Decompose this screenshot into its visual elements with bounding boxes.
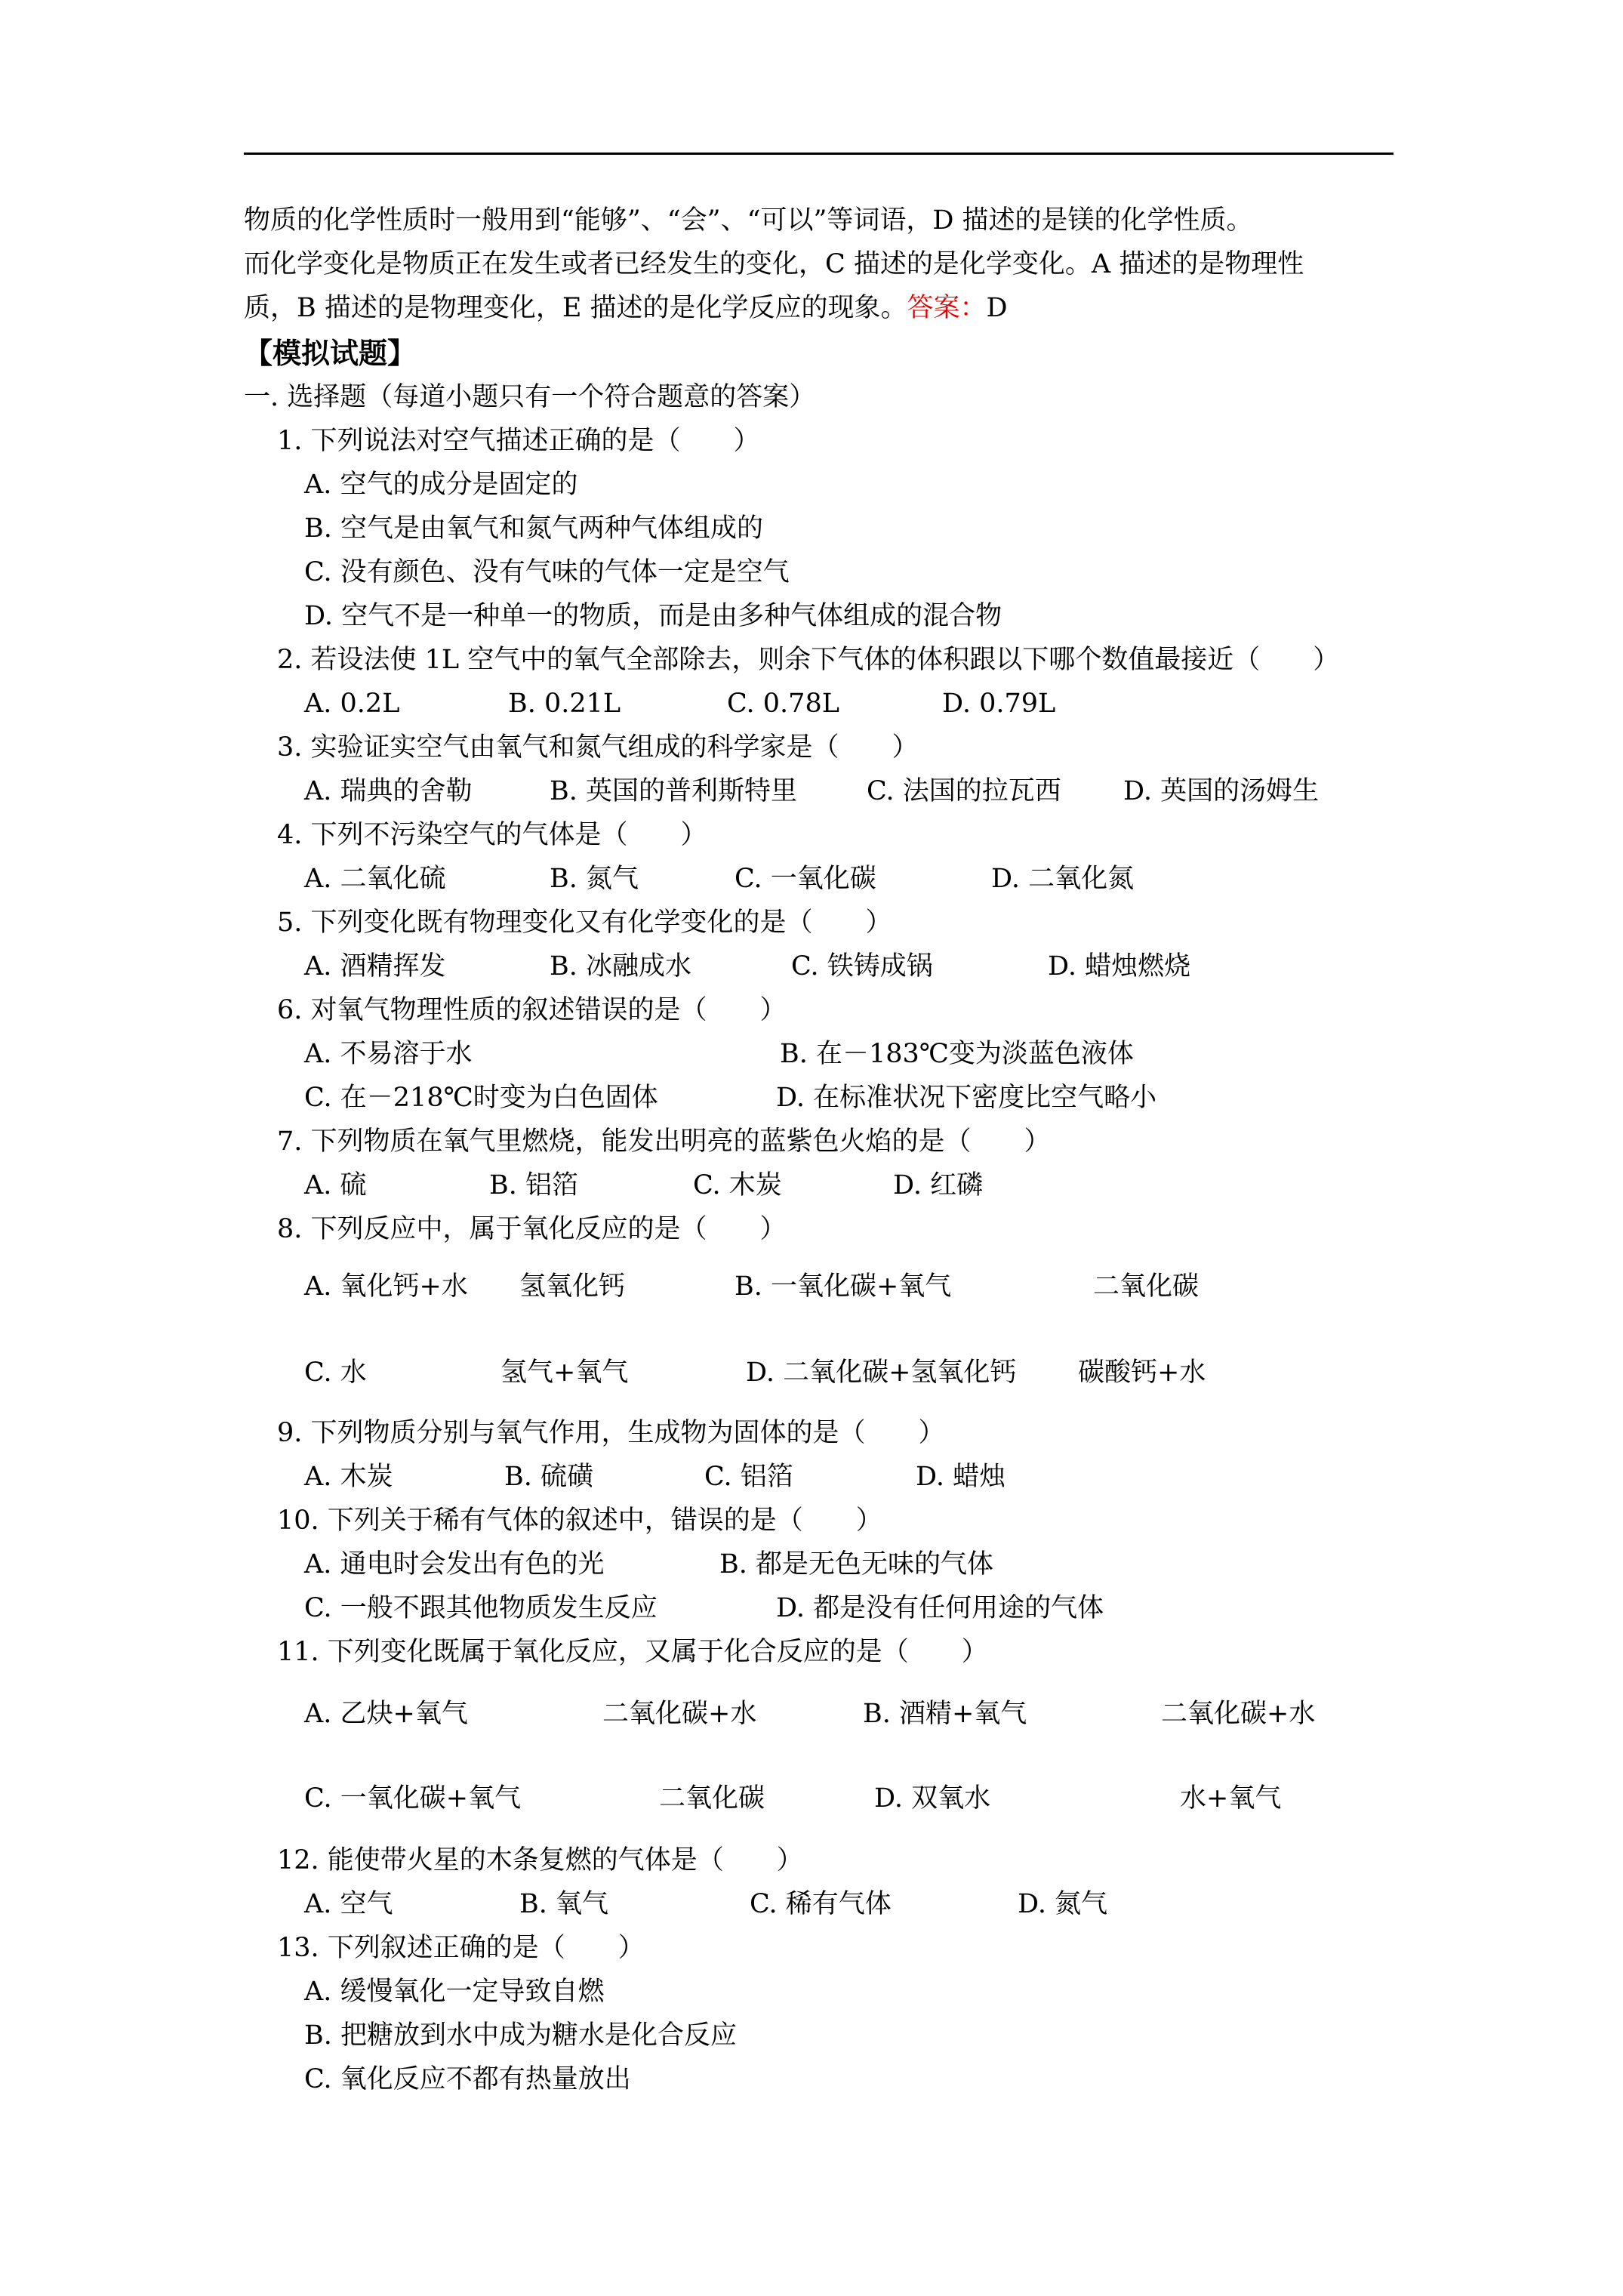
question-5-option-a: A. 酒精挥发 (304, 951, 446, 982)
question-6-option-b: B. 在－183℃变为淡蓝色液体 (780, 1039, 1134, 1069)
question-11-option-c-product: 二氧化碳 (659, 1783, 765, 1814)
question-13-option-c: C. 氧化反应不都有热量放出 (304, 2064, 631, 2094)
question-11-option-b-reactants: B. 酒精+氧气 (863, 1699, 1027, 1729)
question-5-option-b: B. 冰融成水 (550, 951, 691, 982)
question-4-option-a: A. 二氧化硫 (304, 864, 446, 894)
question-12-stem: 12. 能使带火星的木条复燃的气体是（ ） (277, 1845, 803, 1875)
question-8-option-c-reactants: C. 水 (304, 1358, 367, 1388)
question-5-option-c: C. 铁铸成锅 (791, 951, 933, 982)
question-13-option-b: B. 把糖放到水中成为糖水是化合反应 (304, 2020, 737, 2051)
question-4-option-d: D. 二氧化氮 (991, 864, 1135, 894)
question-9-option-a: A. 木炭 (304, 1462, 393, 1492)
question-2-option-d: D. 0.79L (942, 689, 1056, 719)
intro-line-3-text: 质，B 描述的是物理变化，E 描述的是化学反应的现象。 (244, 293, 907, 323)
question-1-option-d: D. 空气不是一种单一的物质，而是由多种气体组成的混合物 (304, 601, 1002, 631)
question-4-stem: 4. 下列不污染空气的气体是（ ） (277, 820, 707, 850)
question-12-option-b: B. 氧气 (519, 1889, 608, 1919)
question-1-option-a: A. 空气的成分是固定的 (304, 470, 578, 500)
question-5-stem: 5. 下列变化既有物理变化又有化学变化的是（ ） (277, 908, 892, 938)
question-9-stem: 9. 下列物质分别与氧气作用，生成物为固体的是（ ） (277, 1418, 945, 1448)
question-3-stem: 3. 实验证实空气由氧气和氮气组成的科学家是（ ） (277, 732, 919, 763)
intro-line-2: 而化学变化是物质正在发生或者已经发生的变化，C 描述的是化学变化。A 描述的是物理性 (244, 249, 1304, 279)
question-11-stem: 11. 下列变化既属于氧化反应，又属于化合反应的是（ ） (277, 1637, 988, 1667)
question-11-option-d-reactant: D. 双氧水 (874, 1783, 991, 1814)
question-3-option-d: D. 英国的汤姆生 (1123, 776, 1320, 806)
question-5-option-d: D. 蜡烛燃烧 (1048, 951, 1191, 982)
question-13-stem: 13. 下列叙述正确的是（ ） (277, 1933, 645, 1963)
question-7-option-d: D. 红磷 (893, 1170, 984, 1200)
question-13-option-a: A. 缓慢氧化一定导致自燃 (304, 1977, 605, 2007)
question-3-option-a: A. 瑞典的舍勒 (304, 776, 473, 806)
question-11-option-b-products: 二氧化碳+水 (1161, 1699, 1316, 1729)
question-2-stem: 2. 若设法使 1L 空气中的氧气全部除去，则余下气体的体积跟以下哪个数值最接近（ ） (277, 645, 1340, 675)
question-4-option-b: B. 氮气 (550, 864, 639, 894)
question-2-option-a: A. 0.2L (304, 689, 400, 719)
question-8-option-a-reactants: A. 氧化钙+水 (304, 1271, 468, 1302)
question-10-option-d: D. 都是没有任何用途的气体 (776, 1593, 1104, 1623)
question-10-stem: 10. 下列关于稀有气体的叙述中，错误的是（ ） (277, 1505, 882, 1536)
question-8-option-b-product: 二氧化碳 (1093, 1271, 1200, 1302)
answer-value: D (986, 293, 1008, 323)
part-title: 一. 选择题（每道小题只有一个符合题意的答案） (244, 382, 816, 412)
question-3-option-b: B. 英国的普利斯特里 (550, 776, 797, 806)
question-7-option-c: C. 木炭 (693, 1170, 782, 1200)
question-10-option-c: C. 一般不跟其他物质发生反应 (304, 1593, 658, 1623)
question-4-option-c: C. 一氧化碳 (735, 864, 876, 894)
question-7-option-a: A. 硫 (304, 1170, 367, 1200)
question-1-stem: 1. 下列说法对空气描述正确的是（ ） (277, 426, 760, 456)
answer-label: 答案： (907, 293, 987, 323)
question-6-option-c: C. 在－218℃时变为白色固体 (304, 1083, 658, 1113)
question-7-option-b: B. 铝箔 (489, 1170, 578, 1200)
question-10-option-a: A. 通电时会发出有色的光 (304, 1549, 605, 1579)
question-2-option-b: B. 0.21L (508, 689, 621, 719)
question-3-option-c: C. 法国的拉瓦西 (867, 776, 1061, 806)
question-6-stem: 6. 对氧气物理性质的叙述错误的是（ ） (277, 995, 787, 1025)
question-9-option-c: C. 铝箔 (704, 1462, 793, 1492)
question-6-option-a: A. 不易溶于水 (304, 1039, 473, 1069)
question-9-option-d: D. 蜡烛 (916, 1462, 1006, 1492)
question-1-option-b: B. 空气是由氧气和氮气两种气体组成的 (304, 513, 763, 544)
question-2-option-c: C. 0.78L (727, 689, 839, 719)
intro-line-3 (244, 290, 1008, 326)
question-8-option-a-product: 氢氧化钙 (519, 1271, 626, 1302)
question-8-option-d-product: 碳酸钙+水 (1078, 1358, 1206, 1388)
question-6-option-d: D. 在标准状况下密度比空气略小 (776, 1083, 1157, 1113)
question-11-option-c-reactants: C. 一氧化碳+氧气 (304, 1783, 522, 1814)
question-11-option-a-reactants: A. 乙炔+氧气 (304, 1699, 468, 1729)
question-1-option-c: C. 没有颜色、没有气味的气体一定是空气 (304, 557, 790, 587)
question-12-option-a: A. 空气 (304, 1889, 393, 1919)
question-8-option-d-reactants: D. 二氧化碳+氢氧化钙 (746, 1358, 1017, 1388)
question-7-stem: 7. 下列物质在氧气里燃烧，能发出明亮的蓝紫色火焰的是（ ） (277, 1126, 1051, 1157)
question-8-option-b-reactants: B. 一氧化碳+氧气 (735, 1271, 952, 1302)
question-10-option-b: B. 都是无色无味的气体 (719, 1549, 993, 1579)
intro-line-1: 物质的化学性质时一般用到“能够”、“会”、“可以”等词语，D 描述的是镁的化学性质。 (244, 205, 1253, 236)
question-8-stem: 8. 下列反应中，属于氧化反应的是（ ） (277, 1214, 787, 1244)
question-12-option-c: C. 稀有气体 (750, 1889, 892, 1919)
question-12-option-d: D. 氮气 (1018, 1889, 1108, 1919)
question-11-option-a-products: 二氧化碳+水 (602, 1699, 757, 1729)
question-8-option-c-product: 氢气+氧气 (500, 1358, 629, 1388)
header-rule (244, 153, 1394, 155)
section-title: 【模拟试题】 (244, 336, 417, 370)
question-9-option-b: B. 硫磺 (504, 1462, 593, 1492)
question-11-option-d-products: 水+氧气 (1180, 1783, 1282, 1814)
